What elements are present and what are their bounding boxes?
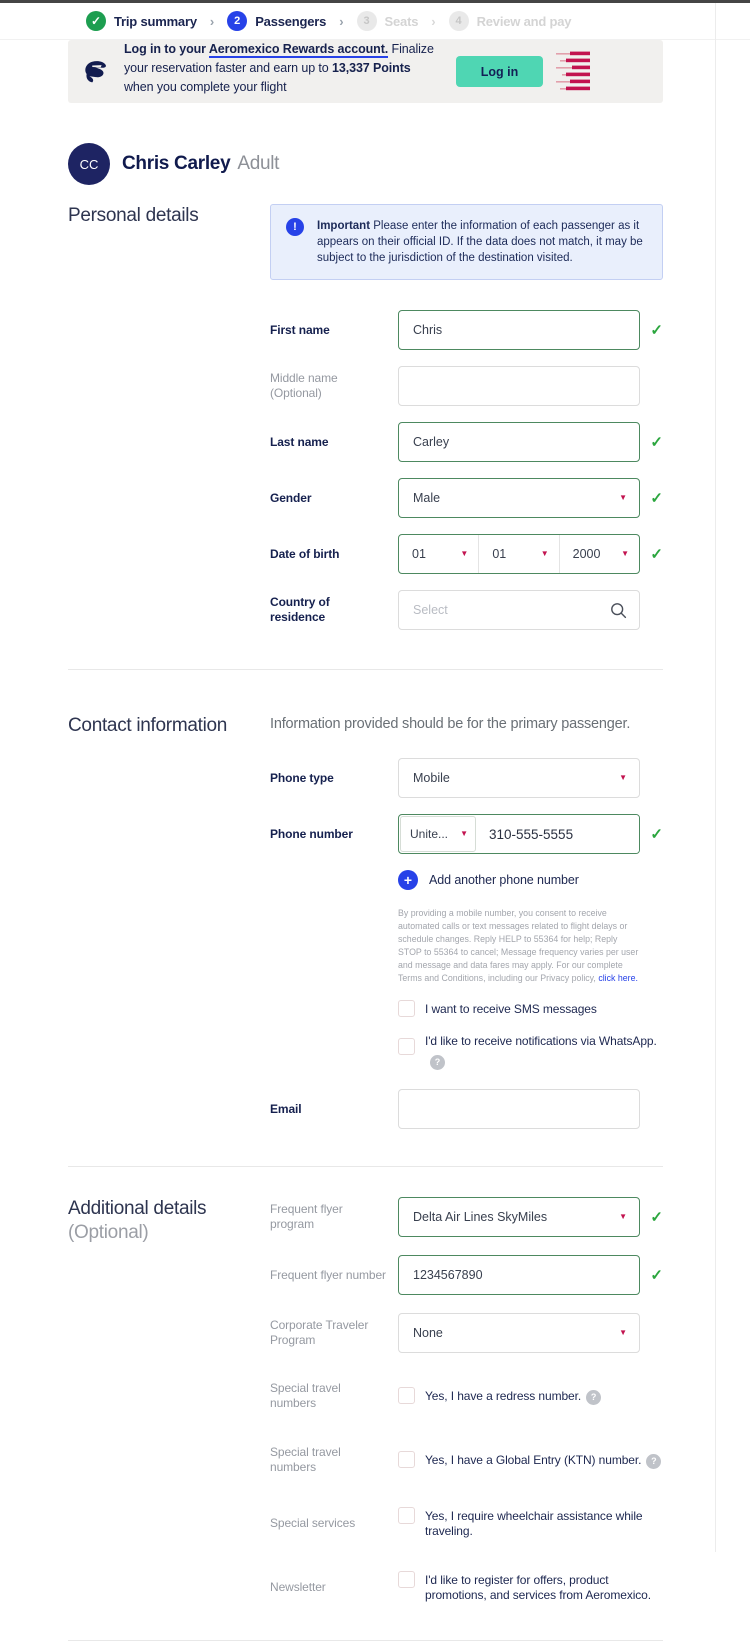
dob-month-value: 01 [412, 547, 426, 561]
login-button[interactable]: Log in [456, 56, 543, 87]
caret-down-icon: ▼ [619, 1328, 627, 1337]
middle-name-field[interactable] [398, 366, 640, 406]
frequent-flyer-program-value: Delta Air Lines SkyMiles [413, 1210, 548, 1224]
country-placeholder: Select [413, 603, 448, 617]
plus-icon: + [398, 870, 418, 890]
frequent-flyer-program-label: Frequent flyer program [270, 1202, 343, 1231]
passenger-name: Chris Carley [122, 153, 231, 174]
step-done-check-icon: ✓ [86, 11, 106, 31]
important-notice [270, 204, 663, 280]
click-here-link[interactable]: click here. [598, 973, 638, 983]
redress-number-row [270, 1381, 663, 1411]
date-of-birth-group [398, 534, 640, 574]
additional-details-heading: Additional details [68, 1198, 207, 1219]
stepper-step-passengers[interactable] [227, 11, 326, 31]
wheelchair-checkbox-label: Yes, I require wheelchair assistance while traveling. [425, 1509, 643, 1538]
email-field[interactable] [398, 1089, 640, 1129]
gender-select[interactable] [398, 478, 640, 518]
passenger-type: Adult [237, 153, 280, 174]
phone-type-label: Phone type [270, 770, 334, 785]
frequent-flyer-number-row [270, 1255, 663, 1295]
valid-check-icon: ✓ [650, 1209, 663, 1226]
avatar: CC [68, 143, 110, 185]
whatsapp-checkbox[interactable] [398, 1038, 415, 1055]
contact-information-section [68, 714, 750, 1129]
email-row [270, 1089, 663, 1129]
wheelchair-assistance-row [270, 1507, 663, 1539]
caret-down-icon: ▼ [619, 773, 627, 782]
phone-country-value: Unite... [410, 827, 449, 841]
newsletter-checkbox-label: I'd like to register for offers, product promotions, and services from Aeromexico. [425, 1573, 651, 1602]
redress-checkbox-label [425, 1387, 601, 1404]
country-of-residence-select[interactable] [398, 590, 640, 630]
step-label: Review and pay [476, 13, 572, 29]
whatsapp-label-text: I'd like to receive notifications via WhatsApp. [425, 1034, 657, 1048]
redress-checkbox[interactable] [398, 1387, 415, 1404]
phone-number-row [270, 814, 663, 854]
corporate-traveler-program-row [270, 1313, 663, 1353]
first-name-label: First name [270, 322, 330, 337]
corporate-traveler-program-select[interactable] [398, 1313, 640, 1353]
phone-country-select[interactable] [400, 816, 476, 852]
dob-year-select[interactable] [560, 535, 639, 573]
caret-down-icon: ▼ [460, 829, 468, 838]
stepper-step-seats [357, 11, 419, 31]
last-name-label: Last name [270, 434, 329, 449]
dob-month-select[interactable] [399, 535, 479, 573]
phone-type-row [270, 758, 663, 798]
valid-check-icon: ✓ [650, 826, 663, 843]
frequent-flyer-number-label: Frequent flyer number [270, 1267, 386, 1282]
caret-down-icon: ▼ [619, 1212, 627, 1221]
sms-checkbox[interactable] [398, 1000, 415, 1017]
sms-checkbox-label: I want to receive SMS messages [425, 1002, 597, 1016]
first-name-row [270, 310, 663, 350]
newsletter-checkbox[interactable] [398, 1571, 415, 1588]
caret-down-icon: ▼ [460, 549, 469, 558]
valid-check-icon: ✓ [650, 322, 663, 339]
redress-label-text: Yes, I have a redress number. [425, 1389, 582, 1404]
caret-down-icon: ▼ [540, 549, 549, 558]
passenger-header [68, 143, 750, 185]
rewards-account-link[interactable]: Aeromexico Rewards account. [208, 41, 389, 56]
phone-type-value: Mobile [413, 771, 450, 785]
chevron-right-icon: › [431, 13, 436, 29]
phone-number-field[interactable] [477, 815, 639, 853]
sms-disclaimer [398, 907, 642, 985]
section-divider [68, 669, 663, 670]
last-name-field[interactable] [398, 422, 640, 462]
phone-number-label: Phone number [270, 826, 353, 841]
chevron-right-icon: › [339, 13, 344, 29]
contact-information-heading: Contact information [68, 715, 228, 736]
section-divider [68, 1166, 663, 1167]
frequent-flyer-program-select[interactable] [398, 1197, 640, 1237]
info-icon: ! [286, 218, 304, 236]
additional-details-section [68, 1197, 750, 1603]
stepper-step-review-and-pay [449, 11, 572, 31]
booking-stepper [0, 3, 750, 40]
help-icon[interactable]: ? [646, 1454, 661, 1469]
ktn-label-text: Yes, I have a Global Entry (KTN) number. [425, 1453, 642, 1468]
search-icon [610, 602, 627, 619]
date-of-birth-row [270, 534, 663, 574]
help-icon[interactable]: ? [430, 1055, 445, 1070]
date-of-birth-label: Date of birth [270, 546, 340, 561]
dob-year-value: 2000 [572, 547, 601, 561]
ktn-checkbox-label [425, 1451, 661, 1468]
flag-stripes-decoration [554, 48, 590, 96]
step-label: Trip summary [114, 13, 197, 29]
sms-consent-row [398, 1000, 663, 1017]
middle-name-label: Middle name (Optional) [270, 371, 338, 400]
gender-value: Male [413, 491, 441, 505]
valid-check-icon: ✓ [650, 546, 663, 563]
gender-label: Gender [270, 490, 312, 505]
rewards-login-banner [68, 40, 663, 103]
phone-type-select[interactable] [398, 758, 640, 798]
newsletter-row [270, 1571, 663, 1603]
add-phone-label: Add another phone number [429, 873, 579, 887]
special-travel-numbers-label: Special travel numbers [270, 1381, 341, 1410]
step-label: Passengers [255, 13, 327, 29]
first-name-field[interactable] [398, 310, 640, 350]
ktn-checkbox[interactable] [398, 1451, 415, 1468]
contact-subtitle: Information provided should be for the primary passenger. [270, 716, 631, 732]
dob-day-select[interactable] [479, 535, 559, 573]
special-travel-numbers-label: Special travel numbers [270, 1445, 341, 1474]
step-number-badge: 4 [449, 11, 469, 31]
gender-row [270, 478, 663, 518]
dob-day-value: 01 [492, 547, 507, 561]
step-number-badge: 3 [357, 11, 377, 31]
step-number-badge: 2 [227, 11, 247, 31]
help-icon[interactable]: ? [586, 1390, 601, 1405]
email-label: Email [270, 1101, 302, 1116]
phone-number-group [398, 814, 640, 854]
page-right-border [715, 3, 716, 1552]
frequent-flyer-number-field[interactable] [398, 1255, 640, 1295]
personal-details-section [68, 204, 750, 630]
banner-login-bold: Log in to your [124, 41, 209, 56]
aeromexico-eagle-icon [81, 57, 111, 87]
rewards-banner-text [124, 40, 442, 97]
additional-details-subheading: (Optional) [68, 1222, 149, 1243]
last-name-row [270, 422, 663, 462]
whatsapp-checkbox-label [425, 1032, 657, 1070]
sms-disclaimer-text: By providing a mobile number, you consent to receive automated calls or text messages related to flight delays or schedule changes. Reply HELP to 55364 for help; Reply STOP to 55364 to cancel; Message frequency varies per user and message and data fares may apply. For our complete Terms and Conditions, including our Privacy policy, [398, 908, 639, 983]
chevron-right-icon: › [209, 13, 215, 29]
ktn-number-row [270, 1445, 663, 1475]
corporate-traveler-program-label: Corporate Traveler Program [270, 1318, 369, 1347]
step-label: Seats [384, 13, 419, 29]
valid-check-icon: ✓ [650, 490, 663, 507]
whatsapp-consent-row [398, 1032, 663, 1070]
country-of-residence-label: Country of residence [270, 595, 330, 624]
newsletter-label: Newsletter [270, 1579, 326, 1594]
valid-check-icon: ✓ [650, 1267, 663, 1284]
frequent-flyer-program-row [270, 1197, 663, 1237]
caret-down-icon: ▼ [621, 549, 629, 558]
notice-text: Please enter the information of each passenger as it appears on their official ID. If the data does not match, it may be subject to the jurisdiction of the destination visited. [317, 220, 643, 264]
stepper-step-trip-summary[interactable] [86, 11, 197, 31]
middle-name-row [270, 366, 663, 406]
personal-details-heading: Personal details [68, 205, 199, 226]
corporate-traveler-program-value: None [413, 1326, 443, 1340]
banner-mid-text: Finalize your reservation faster and earn up to [124, 41, 434, 75]
banner-points-bold: 13,337 Points [332, 60, 411, 75]
caret-down-icon: ▼ [619, 493, 627, 502]
country-of-residence-row [270, 590, 663, 630]
notice-bold: Important [317, 220, 371, 232]
banner-suffix-text: when you complete your flight [124, 79, 287, 94]
add-phone-number-button[interactable] [398, 870, 663, 890]
valid-check-icon: ✓ [650, 434, 663, 451]
wheelchair-checkbox[interactable] [398, 1507, 415, 1524]
special-services-label: Special services [270, 1515, 356, 1530]
